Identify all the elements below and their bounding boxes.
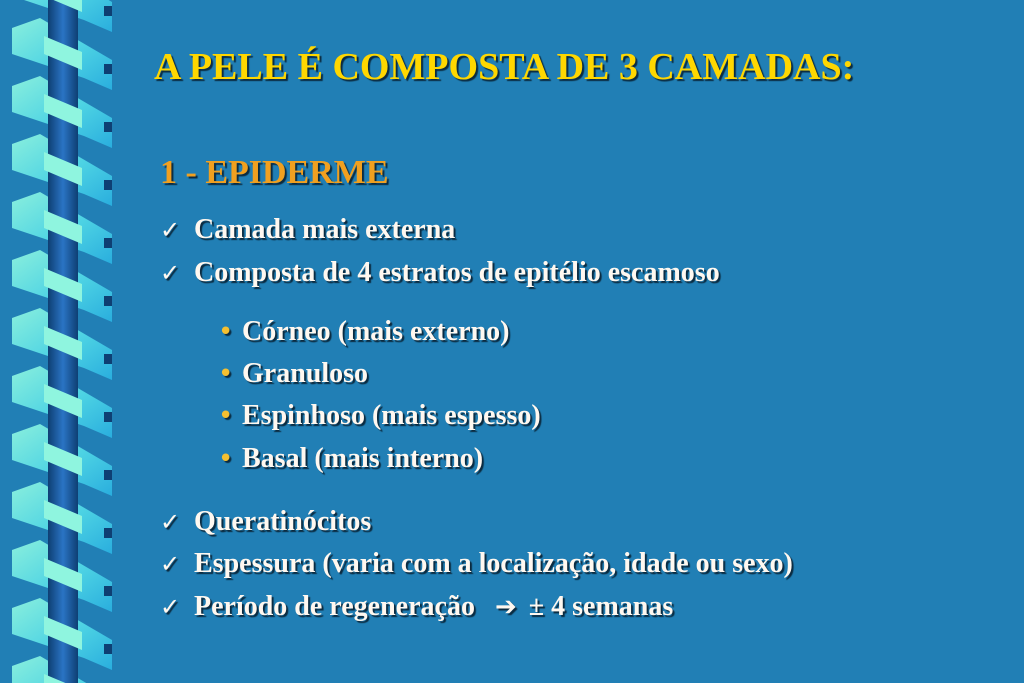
- bullet-icon: •: [218, 444, 234, 474]
- check-icon: ✓: [160, 593, 181, 621]
- stratum-item: [218, 358, 368, 390]
- check-item: [160, 506, 371, 538]
- check-icon: ✓: [160, 216, 181, 244]
- stratum-item: [218, 443, 483, 475]
- check-item-label: Camada mais externa: [194, 214, 456, 245]
- regeneration-label: Período de regeneração: [194, 591, 475, 622]
- stratum-item: [218, 316, 509, 348]
- stratum-label: Espinhoso (mais espesso): [242, 400, 541, 431]
- bullet-icon: •: [218, 359, 234, 389]
- ribbon-decoration: [0, 0, 120, 683]
- check-item: [160, 257, 720, 289]
- check-icon: ✓: [160, 550, 181, 578]
- stratum-label: Córneo (mais externo): [242, 316, 510, 347]
- regeneration-value: ± 4 semanas: [528, 591, 674, 622]
- bullet-icon: •: [218, 317, 234, 347]
- check-item-regeneration: [160, 591, 673, 623]
- section-heading: 1 - EPIDERME: [160, 154, 389, 191]
- check-item-label: Composta de 4 estratos de epitélio escamoso: [194, 257, 720, 288]
- arrow-right-icon: ➔: [494, 592, 517, 622]
- check-item-label: Espessura (varia com a localização, idade ou sexo): [194, 548, 793, 579]
- check-item-label: Queratinócitos: [194, 506, 372, 537]
- slide-title: A PELE É COMPOSTA DE 3 CAMADAS:: [154, 46, 855, 88]
- stratum-label: Basal (mais interno): [242, 443, 484, 474]
- stratum-item: [218, 400, 541, 432]
- check-item: [160, 214, 455, 246]
- stratum-label: Granuloso: [242, 358, 369, 389]
- check-item: [160, 548, 793, 580]
- bullet-icon: •: [218, 401, 234, 431]
- check-icon: ✓: [160, 508, 181, 536]
- check-icon: ✓: [160, 259, 181, 287]
